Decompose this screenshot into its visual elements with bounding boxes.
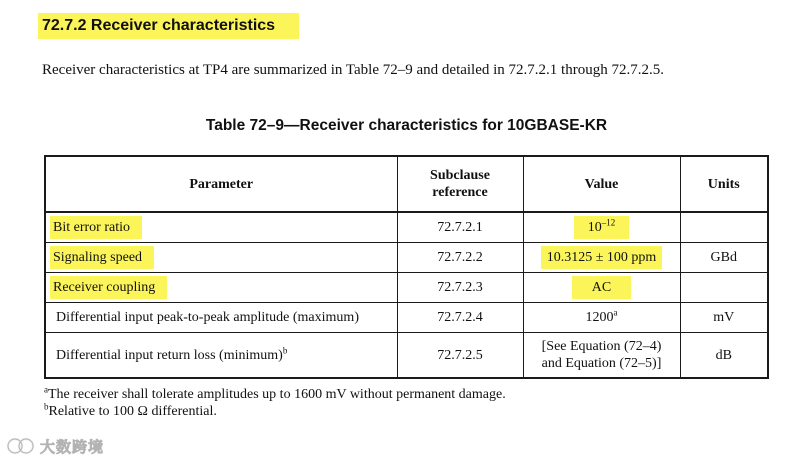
- row-units: GBd: [680, 243, 768, 273]
- table-row: [45, 243, 768, 273]
- table-row: [45, 333, 768, 379]
- value-line1: [See Equation (72–4): [541, 339, 662, 354]
- parameter-text: Differential input return loss (minimum): [56, 347, 283, 363]
- highlight-parameter: Receiver coupling: [50, 276, 167, 299]
- header-subclause: [397, 156, 523, 212]
- table-row: [45, 212, 768, 243]
- row-units: [680, 212, 768, 243]
- row-parameter: [45, 273, 397, 303]
- value-base: 10: [587, 220, 602, 235]
- row-parameter: [45, 212, 397, 243]
- row-subclause: 72.7.2.1: [397, 212, 523, 243]
- watermark-text: 大数跨境: [40, 437, 105, 456]
- row-subclause: 72.7.2.5: [397, 333, 523, 379]
- footnote-mark: b: [44, 401, 49, 412]
- section-heading: 72.7.2 Receiver characteristics: [38, 13, 299, 39]
- footnote-text: Relative to 100 Ω differential.: [48, 404, 217, 419]
- table-row: [45, 303, 768, 333]
- row-value: [523, 333, 680, 379]
- footnote-b: [44, 403, 506, 420]
- watermark: [6, 435, 104, 457]
- table-row: [45, 273, 768, 303]
- row-parameter: [45, 333, 397, 379]
- intro-paragraph: Receiver characteristics at TP4 are summarized in Table 72–9 and detailed in 72.7.2.1 through 72.7.2.5.: [42, 62, 664, 78]
- footnote-ref-b: b: [282, 344, 288, 355]
- row-subclause: 72.7.2.3: [397, 273, 523, 303]
- row-units: [680, 273, 768, 303]
- highlight-value: 10.3125 ± 100 ppm: [541, 246, 663, 269]
- row-subclause: 72.7.2.2: [397, 243, 523, 273]
- row-subclause: 72.7.2.4: [397, 303, 523, 333]
- row-value: [523, 303, 680, 333]
- footnote-a: [44, 386, 506, 403]
- row-units: mV: [680, 303, 768, 333]
- header-subclause-line2: reference: [432, 185, 488, 200]
- row-units: dB: [680, 333, 768, 379]
- header-units: Units: [680, 156, 768, 212]
- highlight-value: AC: [572, 276, 631, 299]
- footnotes: [44, 386, 506, 420]
- highlight-value: [574, 216, 630, 239]
- value-exponent: –12: [601, 217, 616, 228]
- value-line2: and Equation (72–5)]: [541, 356, 662, 371]
- row-value: [523, 273, 680, 303]
- header-value: Value: [523, 156, 680, 212]
- receiver-characteristics-table: [44, 155, 769, 379]
- footnote-mark: a: [44, 384, 48, 395]
- header-parameter: Parameter: [45, 156, 397, 212]
- table-title: Table 72–9—Receiver characteristics for 10GBASE-KR: [205, 117, 608, 134]
- highlight-parameter: Signaling speed: [50, 246, 154, 269]
- row-value: [523, 212, 680, 243]
- footnote-text: The receiver shall tolerate amplitudes up to 1600 mV without permanent damage.: [48, 387, 506, 402]
- header-subclause-line1: Subclause: [430, 168, 490, 183]
- table-header-row: [45, 156, 768, 212]
- brand-logo-icon: [6, 436, 36, 456]
- row-parameter: [45, 243, 397, 273]
- row-value: [523, 243, 680, 273]
- highlight-parameter: Bit error ratio: [50, 216, 142, 239]
- row-parameter: Differential input peak-to-peak amplitude (maximum): [45, 303, 397, 333]
- value-number: 1200: [585, 310, 614, 325]
- footnote-ref-a: a: [613, 307, 618, 318]
